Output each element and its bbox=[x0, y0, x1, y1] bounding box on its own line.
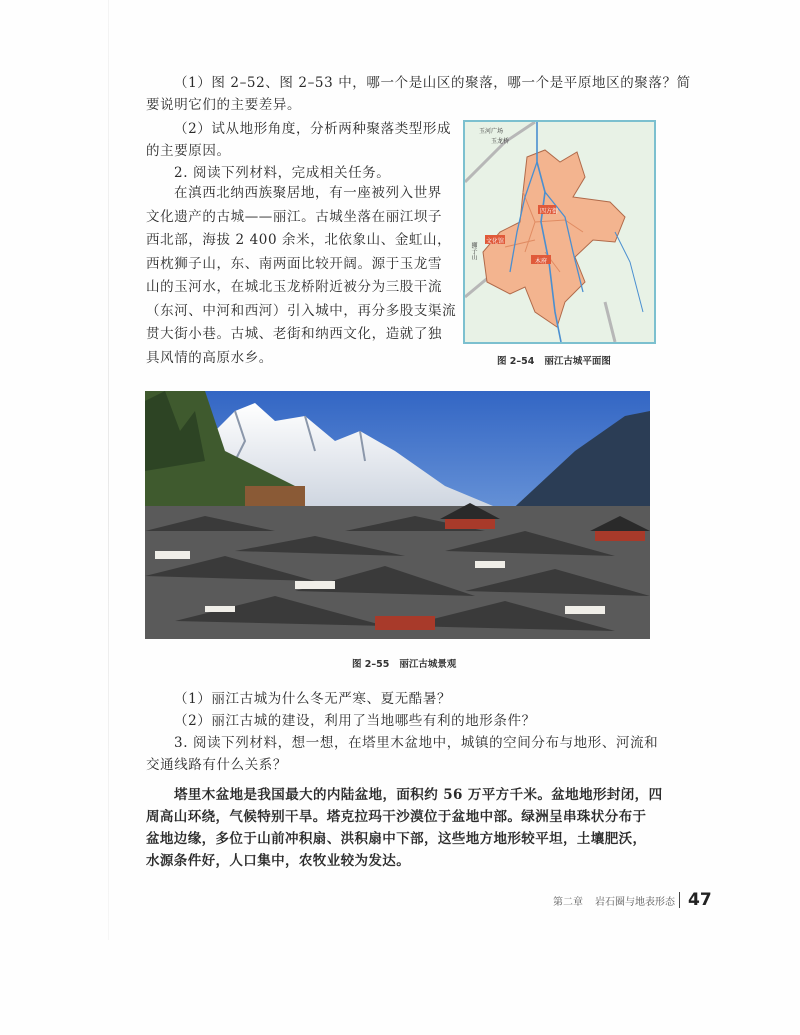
paragraph-line: 文化遗产的古城——丽江。古城坐落在丽江坝子 bbox=[146, 208, 443, 225]
question-1-line-1: （1）图 2–52、图 2–53 中，哪一个是山区的聚落，哪一个是平原地区的聚落？简 bbox=[174, 75, 691, 91]
question-2-line-1: （2）试从地形角度，分析两种聚落类型形成 bbox=[174, 121, 452, 137]
lijiang-paragraph bbox=[146, 182, 456, 370]
paragraph-line: 具风情的高原水乡。 bbox=[146, 349, 273, 366]
figure-54-caption bbox=[497, 353, 611, 367]
question-1-line-2: 要说明它们的主要差异。 bbox=[146, 97, 302, 113]
figure-55-title: 丽江古城景观 bbox=[399, 659, 457, 670]
map-label: 四方街 bbox=[540, 208, 559, 215]
figure-55-number: 图 2–55 bbox=[352, 659, 390, 670]
paragraph-line: 山的玉河水，在城北玉龙桥附近被分为三股干流 bbox=[146, 279, 443, 295]
paragraph-line: 西北部，海拔 2 400 余米，北依象山、金虹山， bbox=[146, 232, 452, 248]
footer-divider bbox=[679, 892, 680, 908]
task-3-line-2: 交通线路有什么关系？ bbox=[146, 757, 287, 773]
figure-55-caption bbox=[352, 656, 456, 670]
paragraph-line: 贯大街小巷。古城、老街和纳西文化，造就了独 bbox=[146, 326, 443, 342]
map-label: 文化馆 bbox=[486, 238, 505, 245]
map-label: 狮子山 bbox=[470, 242, 477, 260]
question-line: （1）丽江古城为什么冬无严寒、夏无酷暑？ bbox=[174, 691, 452, 707]
photo-drawing bbox=[145, 391, 650, 639]
lijiang-old-town-photo bbox=[145, 391, 650, 639]
map-label: 木府 bbox=[535, 258, 548, 265]
paragraph-line: 塔里木盆地是我国最大的内陆盆地，面积约 56 万平方千米。盆地地形封闭，四 bbox=[174, 787, 663, 803]
chapter-title: 岩石圈与地表形态 bbox=[595, 896, 675, 908]
tarim-paragraph bbox=[146, 784, 663, 872]
question-2-line-2: 的主要原因。 bbox=[146, 143, 231, 159]
lijiang-old-town-map bbox=[463, 120, 656, 344]
page-gutter bbox=[108, 0, 109, 940]
bottom-question-block bbox=[146, 688, 658, 776]
paragraph-line: 盆地边缘，多位于山前冲积扇、洪积扇中下部，这些地方地形较平坦，土壤肥沃， bbox=[146, 831, 647, 847]
task-2-heading: 2. 阅读下列材料，完成相关任务。 bbox=[174, 165, 391, 181]
paragraph-line: 西枕狮子山，东、南两面比较开阔。源于玉龙雪 bbox=[146, 255, 443, 272]
paragraph-line: 水源条件好，人口集中，农牧业较为发达。 bbox=[146, 853, 411, 869]
paragraph-line: 周高山环绕，气候特别干旱。塔克拉玛干沙漠位于盆地中部。绿洲呈串珠状分布于 bbox=[146, 809, 647, 825]
page-footer bbox=[553, 890, 712, 910]
task-3-line-1: 3. 阅读下列材料，想一想，在塔里木盆地中，城镇的空间分布与地形、河流和 bbox=[174, 735, 659, 751]
map-drawing bbox=[465, 122, 654, 342]
chapter-label: 第二章 bbox=[553, 896, 583, 908]
paragraph-line: 在滇西北纳西族聚居地，有一座被列入世界 bbox=[174, 185, 442, 201]
figure-54-number: 图 2–54 bbox=[497, 356, 535, 367]
question-line: （2）丽江古城的建设，利用了当地哪些有利的地形条件？ bbox=[174, 713, 536, 729]
figure-54-title: 丽江古城平面图 bbox=[544, 356, 611, 367]
page-number: 47 bbox=[688, 890, 712, 910]
map-label: 玉河广场 bbox=[479, 128, 504, 135]
map-label: 玉龙桥 bbox=[491, 138, 510, 145]
paragraph-line: （东河、中河和西河）引入城中，再分多股支渠流 bbox=[146, 302, 457, 319]
